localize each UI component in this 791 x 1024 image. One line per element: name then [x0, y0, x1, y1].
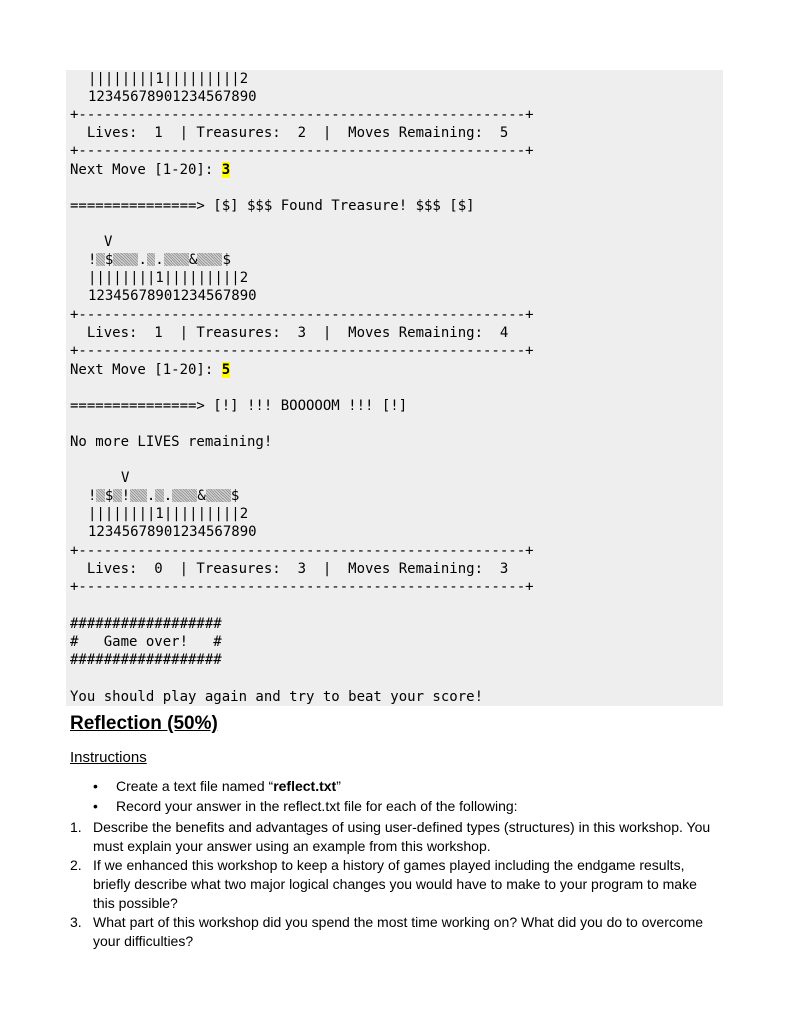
no-lives-message: No more LIVES remaining! — [70, 434, 273, 450]
question-text: Describe the benefits and advantages of using user-defined types (structures) in this workshop. You must explain your answer using an example from this workshop. — [93, 819, 711, 854]
board-map-row: ! $ . . & $ — [88, 252, 231, 268]
play-again-message: You should play again and try to beat your score! — [70, 689, 484, 705]
status-line: Lives: 1 | Treasures: 3 | Moves Remaining: 4 — [70, 325, 509, 341]
status-border-bottom: +-----------------------------------------------------+ — [70, 143, 534, 159]
bullet-item: • Create a text file named “reflect.txt” — [93, 776, 518, 796]
question-item — [70, 818, 720, 856]
reflection-questions — [70, 818, 720, 951]
status-line: Lives: 0 | Treasures: 3 | Moves Remaining: 3 — [70, 561, 509, 577]
board-position-numbers: 12345678901234567890 — [88, 288, 257, 304]
board-ruler: ||||||||1|||||||||2 — [88, 71, 249, 87]
status-border-top: +-----------------------------------------------------+ — [70, 107, 534, 123]
bullet-item: • Record your answer in the reflect.txt file for each of the following: — [93, 796, 518, 816]
prompt-label: Next Move [1-20]: — [70, 162, 222, 178]
prompt-label: Next Move [1-20]: — [70, 362, 222, 378]
question-number: 2. — [70, 857, 82, 873]
player-position-marker: V — [104, 234, 113, 250]
move-result-message: ===============> [!] !!! BOOOOOM !!! [!] — [70, 398, 408, 414]
filename-bold: reflect.txt — [273, 778, 337, 794]
game-over-message: # Game over! # — [70, 634, 222, 650]
player-position-marker: V — [121, 470, 130, 486]
board-ruler: ||||||||1|||||||||2 — [88, 506, 249, 522]
move-input-value: 3 — [221, 162, 231, 178]
status-border-top: +-----------------------------------------------------+ — [70, 307, 534, 323]
move-result-message: ===============> [$] $$$ Found Treasure! $$$ [$] — [70, 198, 475, 214]
game-over-border-top: ################## — [70, 616, 222, 632]
next-move-prompt — [70, 161, 230, 179]
status-line: Lives: 1 | Treasures: 2 | Moves Remaining: 5 — [70, 125, 509, 141]
status-border-bottom: +-----------------------------------------------------+ — [70, 343, 534, 359]
next-move-prompt — [70, 361, 230, 379]
question-text: If we enhanced this workshop to keep a history of games played including the endgame results, briefly describe what two major logical changes you would have to make to your program to make this possible? — [93, 857, 697, 911]
question-text: What part of this workshop did you spend the most time working on? What did you do to overcome your difficulties? — [93, 914, 704, 949]
question-number: 1. — [70, 819, 82, 835]
question-item — [70, 913, 720, 951]
board-position-numbers: 12345678901234567890 — [88, 524, 257, 540]
instructions-label: Instructions — [70, 749, 147, 766]
status-border-bottom: +-----------------------------------------------------+ — [70, 579, 534, 595]
board-ruler: ||||||||1|||||||||2 — [88, 270, 249, 286]
board-map-row: ! $ ! . . & $ — [88, 488, 240, 504]
game-over-border-bottom: ################## — [70, 652, 222, 668]
board-position-numbers: 12345678901234567890 — [88, 89, 257, 105]
status-border-top: +-----------------------------------------------------+ — [70, 543, 534, 559]
instruction-bullets — [93, 776, 518, 816]
question-number: 3. — [70, 914, 82, 930]
question-item — [70, 856, 720, 913]
reflection-heading: Reflection (50%) — [70, 713, 218, 734]
move-input-value: 5 — [221, 362, 231, 378]
